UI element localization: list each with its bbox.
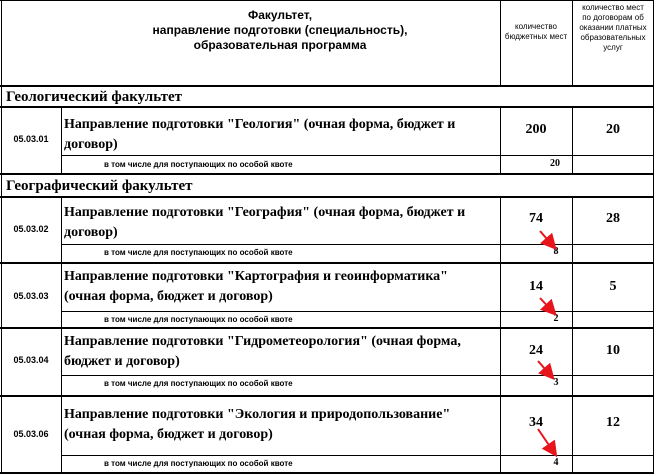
header-contract-line: оказании платных (579, 23, 647, 32)
program-code: 05.03.02 (13, 224, 49, 234)
header-line: Факультет, (247, 8, 313, 22)
direction-line: бюджет и договор) (64, 354, 180, 369)
header-contract-line: услуг (603, 43, 623, 52)
direction-line: Направление подготовки "Экология и природопользование" (64, 407, 451, 422)
faculty-heading: Геологический факультет (6, 89, 182, 105)
direction-line: Направление подготовки "Гидрометеорология" (очная форма, (64, 334, 461, 349)
budget-places: 14 (529, 279, 543, 294)
program-code: 05.03.03 (13, 291, 49, 301)
direction-line: (очная форма, бюджет и договор) (64, 289, 273, 304)
direction-line: (очная форма, бюджет и договор) (64, 427, 273, 442)
program-code: 05.03.04 (13, 355, 49, 365)
quota-places: 4 (553, 457, 559, 468)
program-code: 05.03.06 (13, 429, 49, 439)
budget-places: 74 (529, 211, 543, 226)
contract-places: 12 (606, 415, 620, 430)
quota-label: в том числе для поступающих по особой квоте (104, 379, 293, 388)
contract-places: 28 (606, 211, 620, 226)
header-contract-line: количество мест (582, 3, 644, 12)
budget-places: 24 (529, 343, 543, 358)
direction-line: договор) (64, 225, 118, 240)
contract-places: 10 (606, 343, 620, 358)
faculty-heading: Географический факультет (6, 178, 193, 194)
annotation-arrow (540, 231, 554, 247)
direction-line: договор) (64, 137, 118, 152)
header-contract-line: по договорам об (582, 13, 644, 22)
annotation-arrow (540, 298, 554, 313)
direction-line: Направление подготовки "География" (очная форма, бюджет и (64, 205, 466, 220)
quota-places: 8 (553, 246, 559, 257)
header-contract-line: образовательных (580, 33, 646, 42)
header-line: образовательная программа (193, 38, 367, 52)
quota-label: в том числе для поступающих по особой квоте (104, 459, 293, 468)
quota-label: в том числе для поступающих по особой квоте (104, 160, 293, 169)
quota-places: 2 (553, 313, 559, 324)
annotation-arrow (538, 429, 555, 454)
program-code: 05.03.01 (13, 134, 49, 144)
header-line: направление подготовки (специальность), (152, 23, 408, 37)
quota-places: 3 (553, 377, 559, 388)
direction-line: Направление подготовки "Геология" (очная форма, бюджет и (64, 117, 456, 132)
budget-places: 200 (525, 122, 547, 137)
budget-places: 34 (529, 415, 543, 430)
contract-places: 20 (606, 122, 620, 137)
direction-line: Направление подготовки "Картография и геоинформатика" (64, 269, 448, 284)
quota-places: 20 (550, 158, 560, 169)
contract-places: 5 (609, 279, 617, 294)
quota-label: в том числе для поступающих по особой квоте (104, 248, 293, 257)
quota-label: в том числе для поступающих по особой квоте (104, 315, 293, 324)
header-budget-line: бюджетных мест (504, 32, 568, 41)
annotation-arrow (538, 361, 552, 377)
header-budget-line: количество (515, 22, 557, 31)
